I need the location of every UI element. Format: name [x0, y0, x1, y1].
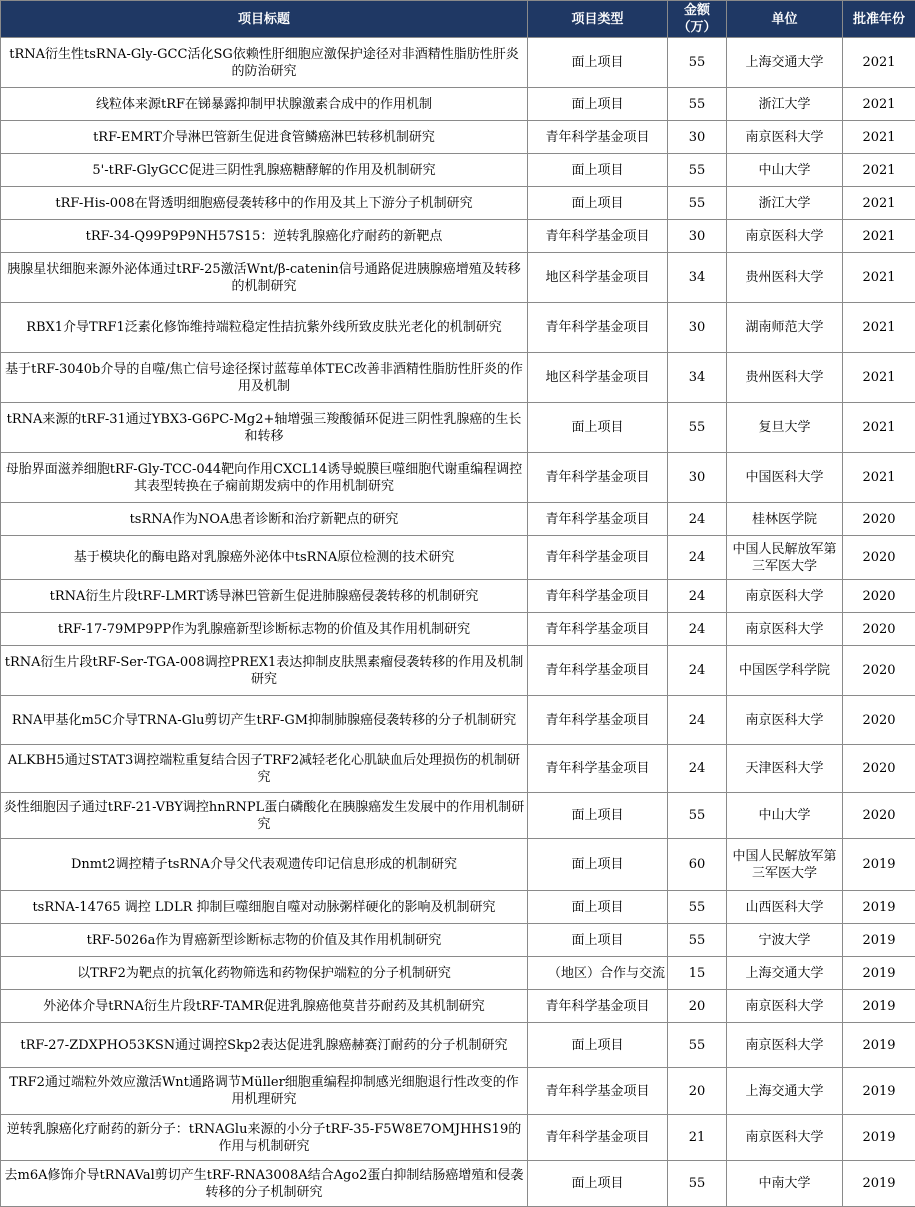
amount-cell[interactable]: 55	[668, 403, 727, 453]
unit-cell[interactable]: 山西医科大学	[727, 891, 843, 924]
header-row	[1, 1, 915, 38]
table-row	[1, 121, 915, 154]
project-title-cell[interactable]: 基于tRF-3040b介导的自噬/焦亡信号途径探讨蓝莓单体TEC改善非酒精性脂肪性肝炎的作用及机制	[1, 353, 528, 403]
project-title-cell[interactable]: tRF-5026a作为胃癌新型诊断标志物的价值及其作用机制研究	[1, 924, 528, 957]
year-cell[interactable]: 2021	[843, 303, 915, 353]
year-cell[interactable]: 2021	[843, 453, 915, 503]
table-row	[1, 990, 915, 1023]
project-type-cell[interactable]: （地区）合作与交流	[528, 957, 668, 990]
year-cell[interactable]: 2021	[843, 121, 915, 154]
project-title-cell[interactable]: 线粒体来源tRF在锑暴露抑制甲状腺激素合成中的作用机制	[1, 88, 528, 121]
project-title-cell[interactable]: 外泌体介导tRNA衍生片段tRF-TAMR促进乳腺癌他莫昔芬耐药及其机制研究	[1, 990, 528, 1023]
project-title-cell[interactable]: TRF2通过端粒外效应激活Wnt通路调节Müller细胞重编程抑制感光细胞退行性改变的作用机理研究	[1, 1068, 528, 1115]
year-cell[interactable]: 2019	[843, 957, 915, 990]
unit-cell[interactable]: 贵州医科大学	[727, 353, 843, 403]
amount-cell[interactable]: 55	[668, 1161, 727, 1207]
table-row	[1, 580, 915, 613]
year-cell[interactable]: 2020	[843, 503, 915, 536]
year-cell[interactable]: 2019	[843, 1161, 915, 1207]
project-type-cell[interactable]: 青年科学基金项目	[528, 1115, 668, 1161]
project-title-cell[interactable]: tsRNA-14765 调控 LDLR 抑制巨噬细胞自噬对动脉粥样硬化的影响及机制研究	[1, 891, 528, 924]
project-title-cell[interactable]: ALKBH5通过STAT3调控端粒重复结合因子TRF2减轻老化心肌缺血后处理损伤的机制研究	[1, 745, 528, 793]
unit-cell[interactable]: 上海交通大学	[727, 1068, 843, 1115]
unit-cell[interactable]: 南京医科大学	[727, 1023, 843, 1068]
project-title-cell[interactable]: tRNA来源的tRF-31通过YBX3-G6PC-Mg2+轴增强三羧酸循环促进三阴性乳腺癌的生长和转移	[1, 403, 528, 453]
project-type-cell[interactable]: 面上项目	[528, 88, 668, 121]
unit-cell[interactable]: 南京医科大学	[727, 1115, 843, 1161]
amount-cell[interactable]: 24	[668, 696, 727, 745]
year-cell[interactable]: 2019	[843, 990, 915, 1023]
project-title-cell[interactable]: tRF-34-Q99P9P9NH57S15：逆转乳腺癌化疗耐药的新靶点	[1, 220, 528, 253]
amount-cell[interactable]: 15	[668, 957, 727, 990]
amount-cell[interactable]: 55	[668, 88, 727, 121]
project-title-cell[interactable]: 5'-tRF-GlyGCC促进三阴性乳腺癌糖酵解的作用及机制研究	[1, 154, 528, 187]
project-title-cell[interactable]: 逆转乳腺癌化疗耐药的新分子：tRNAGlu来源的小分子tRF-35-F5W8E7OMJHHS19的作用与机制研究	[1, 1115, 528, 1161]
year-cell[interactable]: 2020	[843, 613, 915, 646]
amount-cell[interactable]: 60	[668, 839, 727, 891]
table-row	[1, 187, 915, 220]
table-row	[1, 253, 915, 303]
unit-cell[interactable]: 南京医科大学	[727, 990, 843, 1023]
table-row	[1, 38, 915, 88]
header-type[interactable]: 项目类型	[528, 1, 668, 38]
unit-cell[interactable]: 中国医科大学	[727, 453, 843, 503]
project-title-cell[interactable]: 去m6A修饰介导tRNAVal剪切产生tRF-RNA3008A结合Ago2蛋白抑制结肠癌增殖和侵袭转移的分子机制研究	[1, 1161, 528, 1207]
unit-cell[interactable]: 中国人民解放军第三军医大学	[727, 536, 843, 580]
project-type-cell[interactable]: 青年科学基金项目	[528, 536, 668, 580]
project-type-cell[interactable]: 面上项目	[528, 839, 668, 891]
project-title-cell[interactable]: tRNA衍生片段tRF-Ser-TGA-008调控PREX1表达抑制皮肤黑素瘤侵袭转移的作用及机制研究	[1, 646, 528, 696]
unit-cell[interactable]: 中国医学科学院	[727, 646, 843, 696]
amount-cell[interactable]: 24	[668, 646, 727, 696]
project-type-cell[interactable]: 青年科学基金项目	[528, 613, 668, 646]
unit-cell[interactable]: 天津医科大学	[727, 745, 843, 793]
year-cell[interactable]: 2020	[843, 793, 915, 839]
year-cell[interactable]: 2021	[843, 403, 915, 453]
table-row	[1, 793, 915, 839]
amount-cell[interactable]: 30	[668, 121, 727, 154]
project-type-cell[interactable]: 地区科学基金项目	[528, 253, 668, 303]
project-type-cell[interactable]: 青年科学基金项目	[528, 220, 668, 253]
amount-cell[interactable]: 34	[668, 253, 727, 303]
amount-cell[interactable]: 55	[668, 891, 727, 924]
unit-cell[interactable]: 复旦大学	[727, 403, 843, 453]
project-title-cell[interactable]: 基于模块化的酶电路对乳腺癌外泌体中tsRNA原位检测的技术研究	[1, 536, 528, 580]
table-row	[1, 88, 915, 121]
project-type-cell[interactable]: 面上项目	[528, 1161, 668, 1207]
amount-cell[interactable]: 55	[668, 793, 727, 839]
unit-cell[interactable]: 浙江大学	[727, 187, 843, 220]
unit-cell[interactable]: 南京医科大学	[727, 121, 843, 154]
unit-cell[interactable]: 浙江大学	[727, 88, 843, 121]
amount-cell[interactable]: 34	[668, 353, 727, 403]
year-cell[interactable]: 2019	[843, 1068, 915, 1115]
amount-cell[interactable]: 24	[668, 503, 727, 536]
amount-cell[interactable]: 21	[668, 1115, 727, 1161]
amount-cell[interactable]: 30	[668, 220, 727, 253]
project-type-cell[interactable]: 青年科学基金项目	[528, 303, 668, 353]
project-type-cell[interactable]: 面上项目	[528, 924, 668, 957]
year-cell[interactable]: 2019	[843, 1023, 915, 1068]
project-title-cell[interactable]: tRNA衍生片段tRF-LMRT诱导淋巴管新生促进肺腺癌侵袭转移的机制研究	[1, 580, 528, 613]
unit-cell[interactable]: 桂林医学院	[727, 503, 843, 536]
amount-cell[interactable]: 55	[668, 1023, 727, 1068]
table-row	[1, 536, 915, 580]
unit-cell[interactable]: 中南大学	[727, 1161, 843, 1207]
table-row	[1, 745, 915, 793]
amount-cell[interactable]: 24	[668, 613, 727, 646]
amount-cell[interactable]: 55	[668, 924, 727, 957]
year-cell[interactable]: 2020	[843, 696, 915, 745]
year-cell[interactable]: 2021	[843, 38, 915, 88]
unit-cell[interactable]: 南京医科大学	[727, 696, 843, 745]
project-title-cell[interactable]: tRNA衍生性tsRNA-Gly-GCC活化SG依赖性肝细胞应激保护途径对非酒精性脂肪性肝炎的防治研究	[1, 38, 528, 88]
project-type-cell[interactable]: 面上项目	[528, 154, 668, 187]
year-cell[interactable]: 2021	[843, 88, 915, 121]
project-title-cell[interactable]: 胰腺星状细胞来源外泌体通过tRF-25激活Wnt/β-catenin信号通路促进胰腺癌增殖及转移的机制研究	[1, 253, 528, 303]
table-row	[1, 924, 915, 957]
year-cell[interactable]: 2021	[843, 154, 915, 187]
unit-cell[interactable]: 宁波大学	[727, 924, 843, 957]
table-row	[1, 1023, 915, 1068]
project-type-cell[interactable]: 面上项目	[528, 891, 668, 924]
table-row	[1, 1161, 915, 1207]
table-row	[1, 839, 915, 891]
amount-cell[interactable]: 55	[668, 187, 727, 220]
project-title-cell[interactable]: 以TRF2为靶点的抗氧化药物筛选和药物保护端粒的分子机制研究	[1, 957, 528, 990]
project-type-cell[interactable]: 青年科学基金项目	[528, 696, 668, 745]
project-type-cell[interactable]: 青年科学基金项目	[528, 1068, 668, 1115]
amount-cell[interactable]: 55	[668, 154, 727, 187]
project-type-cell[interactable]: 面上项目	[528, 403, 668, 453]
table-row	[1, 696, 915, 745]
unit-cell[interactable]: 南京医科大学	[727, 580, 843, 613]
project-title-cell[interactable]: 炎性细胞因子通过tRF-21-VBY调控hnRNPL蛋白磷酸化在胰腺癌发生发展中的作用机制研究	[1, 793, 528, 839]
table-row	[1, 353, 915, 403]
project-type-cell[interactable]: 青年科学基金项目	[528, 646, 668, 696]
project-title-cell[interactable]: RNA甲基化m5C介导TRNA-Glu剪切产生tRF-GM抑制肺腺癌侵袭转移的分子机制研究	[1, 696, 528, 745]
year-cell[interactable]: 2021	[843, 187, 915, 220]
amount-cell[interactable]: 20	[668, 1068, 727, 1115]
table-row	[1, 1068, 915, 1115]
table-row	[1, 220, 915, 253]
year-cell[interactable]: 2019	[843, 924, 915, 957]
year-cell[interactable]: 2021	[843, 220, 915, 253]
amount-cell[interactable]: 20	[668, 990, 727, 1023]
amount-cell[interactable]: 55	[668, 38, 727, 88]
unit-cell[interactable]: 中国人民解放军第三军医大学	[727, 839, 843, 891]
amount-cell[interactable]: 30	[668, 453, 727, 503]
project-type-cell[interactable]: 青年科学基金项目	[528, 453, 668, 503]
unit-cell[interactable]: 中山大学	[727, 154, 843, 187]
amount-cell[interactable]: 24	[668, 536, 727, 580]
table-row	[1, 1115, 915, 1161]
project-title-cell[interactable]: tsRNA作为NOA患者诊断和治疗新靶点的研究	[1, 503, 528, 536]
unit-cell[interactable]: 贵州医科大学	[727, 253, 843, 303]
project-type-cell[interactable]: 青年科学基金项目	[528, 745, 668, 793]
table-row	[1, 957, 915, 990]
table-row	[1, 613, 915, 646]
header-unit[interactable]: 单位	[727, 1, 843, 38]
table-row	[1, 303, 915, 353]
unit-cell[interactable]: 南京医科大学	[727, 613, 843, 646]
year-cell[interactable]: 2020	[843, 646, 915, 696]
unit-cell[interactable]: 中山大学	[727, 793, 843, 839]
unit-cell[interactable]: 上海交通大学	[727, 38, 843, 88]
project-type-cell[interactable]: 面上项目	[528, 793, 668, 839]
project-title-cell[interactable]: RBX1介导TRF1泛素化修饰维持端粒稳定性拮抗紫外线所致皮肤光老化的机制研究	[1, 303, 528, 353]
unit-cell[interactable]: 上海交通大学	[727, 957, 843, 990]
year-cell[interactable]: 2019	[843, 891, 915, 924]
table-row	[1, 403, 915, 453]
table-row	[1, 646, 915, 696]
project-type-cell[interactable]: 面上项目	[528, 1023, 668, 1068]
project-type-cell[interactable]: 面上项目	[528, 38, 668, 88]
year-cell[interactable]: 2019	[843, 1115, 915, 1161]
project-type-cell[interactable]: 面上项目	[528, 187, 668, 220]
table-row	[1, 154, 915, 187]
unit-cell[interactable]: 南京医科大学	[727, 220, 843, 253]
amount-cell[interactable]: 30	[668, 303, 727, 353]
project-title-cell[interactable]: 母胎界面滋养细胞tRF-Gly-TCC-044靶向作用CXCL14诱导蜕膜巨噬细胞代谢重编程调控其表型转换在子痫前期发病中的作用机制研究	[1, 453, 528, 503]
project-title-cell[interactable]: tRF-17-79MP9PP作为乳腺癌新型诊断标志物的价值及其作用机制研究	[1, 613, 528, 646]
amount-cell[interactable]: 24	[668, 580, 727, 613]
project-type-cell[interactable]: 青年科学基金项目	[528, 503, 668, 536]
project-title-cell[interactable]: tRF-EMRT介导淋巴管新生促进食管鳞癌淋巴转移机制研究	[1, 121, 528, 154]
project-type-cell[interactable]: 青年科学基金项目	[528, 580, 668, 613]
year-cell[interactable]: 2020	[843, 745, 915, 793]
project-title-cell[interactable]: tRF-His-008在肾透明细胞癌侵袭转移中的作用及其上下游分子机制研究	[1, 187, 528, 220]
project-title-cell[interactable]: Dnmt2调控精子tsRNA介导父代表观遗传印记信息形成的机制研究	[1, 839, 528, 891]
project-type-cell[interactable]: 青年科学基金项目	[528, 121, 668, 154]
year-cell[interactable]: 2021	[843, 353, 915, 403]
header-amount[interactable]: 金额（万）	[668, 1, 727, 38]
year-cell[interactable]: 2020	[843, 580, 915, 613]
project-title-cell[interactable]: tRF-27-ZDXPHO53KSN通过调控Skp2表达促进乳腺癌赫赛汀耐药的分子机制研究	[1, 1023, 528, 1068]
table-row	[1, 453, 915, 503]
header-title[interactable]: 项目标题	[1, 1, 528, 38]
table-row	[1, 503, 915, 536]
project-type-cell[interactable]: 青年科学基金项目	[528, 990, 668, 1023]
amount-cell[interactable]: 24	[668, 745, 727, 793]
year-cell[interactable]: 2021	[843, 253, 915, 303]
table-row	[1, 891, 915, 924]
header-year[interactable]: 批准年份	[843, 1, 915, 38]
year-cell[interactable]: 2020	[843, 536, 915, 580]
unit-cell[interactable]: 湖南师范大学	[727, 303, 843, 353]
year-cell[interactable]: 2019	[843, 839, 915, 891]
project-type-cell[interactable]: 地区科学基金项目	[528, 353, 668, 403]
